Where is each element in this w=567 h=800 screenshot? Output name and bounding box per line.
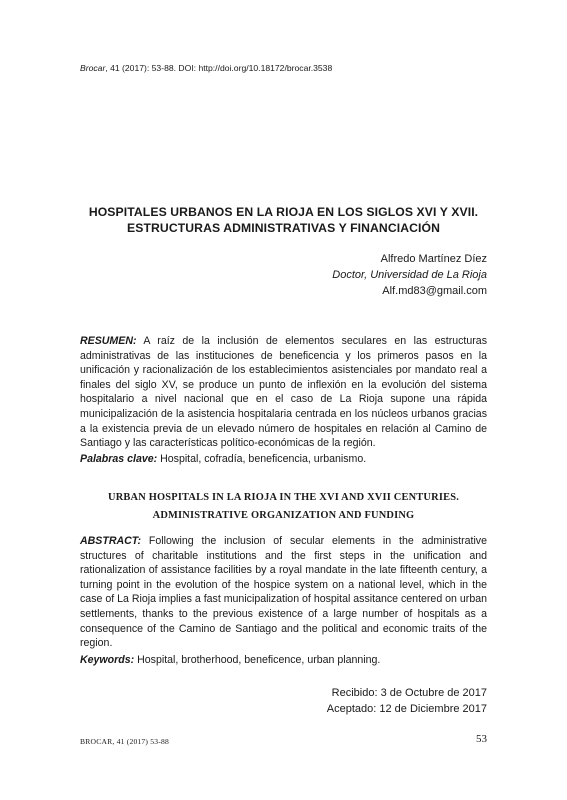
- english-title-line-2: ADMINISTRATIVE ORGANIZATION AND FUNDING: [152, 510, 415, 521]
- citation-line: [80, 63, 332, 73]
- footer-journal-ref: BROCAR, 41 (2017) 53-88: [80, 737, 169, 746]
- received-date: Recibido: 3 de Octubre de 2017: [331, 687, 487, 699]
- article-title-line-1: HOSPITALES URBANOS EN LA RIOJA EN LOS SIGLOS XVI Y XVII.: [88, 205, 479, 219]
- keywords-line: [80, 653, 487, 668]
- author-name: Alfredo Martínez Díez: [380, 253, 487, 265]
- author-affiliation: Doctor, Universidad de La Rioja: [332, 269, 487, 281]
- page-number: 53: [476, 733, 487, 745]
- keywords-label: Keywords:: [80, 654, 135, 666]
- citation-details: , 41 (2017): 53-88. DOI: http://doi.org/10.18172/brocar.3538: [105, 63, 333, 73]
- article-title: [80, 204, 487, 236]
- palabras-clave-label: Palabras clave:: [80, 453, 158, 465]
- resumen-label: RESUMEN:: [80, 335, 137, 347]
- abstract-text: Following the inclusion of secular elements in the administrative structures of charitable institutions and the first steps in the unification and rationalization of assistance facilities by a royal mandate in the late fifteenth century, a turning point in the evolution of the hospice system on a national level, which in the case of La Rioja implies a fast municipalization of hospital assitance centered on urban settlements, thanks to the previous existence of a large number of hospitals as a consequence of the Camino de Santiago and the political and economic traits of the region.: [80, 535, 487, 650]
- resumen-text: A raíz de la inclusión de elementos seculares en las estructuras administrativas de las instituciones de beneficencia y los primeros pasos en la unificación y racionalización de los establecimientos asistenciales por mandato real a finales del siglo XV, se produce un punto de inflexión en la evolución del sistema hospitalario a nivel nacional que en el caso de La Rioja supone una rápida municipalización de la asistencia hospitalaria centrada en los núcleos urbanos gracias a la existencia previa de un elevado número de hospitales en relación al Camino de Santiago y las características político-económicas de la región.: [80, 335, 487, 450]
- journal-name: Brocar: [80, 63, 106, 73]
- abstract-label: ABSTRACT:: [80, 535, 142, 547]
- author-block: [332, 251, 487, 299]
- english-title: [80, 489, 487, 525]
- english-title-line-1: URBAN HOSPITALS IN LA RIOJA IN THE XVI AND XVII CENTURIES.: [107, 492, 459, 503]
- author-email: Alf.md83@gmail.com: [382, 285, 487, 297]
- resumen-paragraph: [80, 334, 487, 451]
- accepted-date: Aceptado: 12 de Diciembre 2017: [326, 703, 487, 715]
- dates-block: [327, 685, 487, 717]
- palabras-clave-text: Hospital, cofradía, beneficencia, urbanismo.: [157, 453, 367, 465]
- keywords-text: Hospital, brotherhood, beneficence, urban planning.: [134, 654, 381, 666]
- abstract-paragraph: [80, 534, 487, 651]
- palabras-clave-line: [80, 452, 487, 467]
- article-title-line-2: ESTRUCTURAS ADMINISTRATIVAS Y FINANCIACIÓN: [127, 221, 440, 235]
